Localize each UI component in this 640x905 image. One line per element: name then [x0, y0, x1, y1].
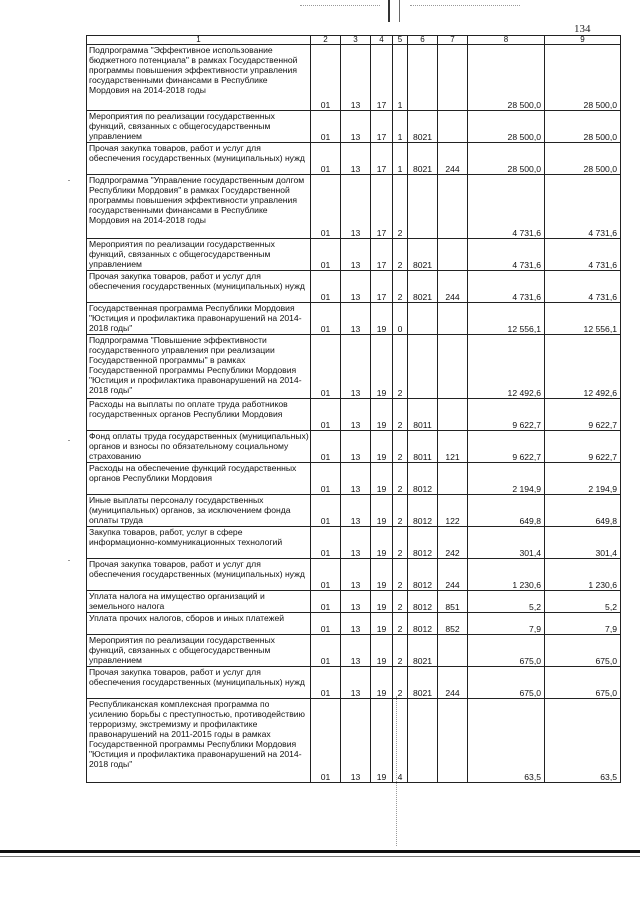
expense-type-code — [438, 239, 468, 271]
subsection-code: 13 — [341, 271, 371, 303]
expense-type-code: 244 — [438, 143, 468, 175]
amount-2016: 28 500,0 — [545, 111, 621, 143]
section-code: 01 — [311, 591, 341, 613]
target-article-code — [408, 335, 438, 399]
expense-type-code: 244 — [438, 271, 468, 303]
section-code: 01 — [311, 613, 341, 635]
expense-type-code — [438, 175, 468, 239]
scan-artifact — [68, 440, 70, 441]
scan-artifact — [68, 560, 70, 561]
amount-2016: 2 194,9 — [545, 463, 621, 495]
subsection-code: 13 — [341, 559, 371, 591]
target-article-code: 8012 — [408, 463, 438, 495]
amount-2016: 4 731,6 — [545, 239, 621, 271]
subprogram-code: 2 — [393, 667, 408, 699]
expense-type-code — [438, 399, 468, 431]
subprogram-code: 2 — [393, 271, 408, 303]
subsection-code: 13 — [341, 699, 371, 783]
target-article-code: 8021 — [408, 635, 438, 667]
table-row — [87, 431, 621, 463]
section-code: 01 — [311, 45, 341, 111]
expense-type-code — [438, 303, 468, 335]
target-article-code: 8011 — [408, 431, 438, 463]
amount-2016: 12 492,6 — [545, 335, 621, 399]
table-row — [87, 175, 621, 239]
subprogram-code: 1 — [393, 143, 408, 175]
column-number: 5 — [393, 36, 408, 45]
row-name: Республиканская комплексная программа по усилению борьбы с преступностью, противодействию терроризму, экстремизму и профилактике правонарушений на 2011-2015 годы в рамках Государственной программы Республики Мордовия "Юстиция и профилактика правонарушений на 2014-2018 годы" — [87, 699, 311, 783]
table-row — [87, 239, 621, 271]
amount-2015: 2 194,9 — [468, 463, 545, 495]
program-code: 19 — [371, 559, 393, 591]
program-code: 17 — [371, 239, 393, 271]
amount-2015: 9 622,7 — [468, 399, 545, 431]
table-row — [87, 45, 621, 111]
expense-type-code — [438, 463, 468, 495]
row-name: Расходы на обеспечение функций государственных органов Республики Мордовия — [87, 463, 311, 495]
target-article-code — [408, 45, 438, 111]
amount-2016: 4 731,6 — [545, 175, 621, 239]
section-code: 01 — [311, 431, 341, 463]
scan-artifact — [388, 0, 400, 22]
amount-2015: 12 492,6 — [468, 335, 545, 399]
amount-2015: 4 731,6 — [468, 271, 545, 303]
column-number: 6 — [408, 36, 438, 45]
section-code: 01 — [311, 559, 341, 591]
amount-2015: 63,5 — [468, 699, 545, 783]
target-article-code: 8012 — [408, 591, 438, 613]
subsection-code: 13 — [341, 175, 371, 239]
table-row — [87, 613, 621, 635]
subsection-code: 13 — [341, 591, 371, 613]
amount-2016: 9 622,7 — [545, 399, 621, 431]
target-article-code: 8021 — [408, 143, 438, 175]
program-code: 19 — [371, 495, 393, 527]
amount-2015: 1 230,6 — [468, 559, 545, 591]
subsection-code: 13 — [341, 335, 371, 399]
page-number: 134 — [574, 23, 591, 35]
expense-type-code: 121 — [438, 431, 468, 463]
amount-2016: 28 500,0 — [545, 45, 621, 111]
subsection-code: 13 — [341, 463, 371, 495]
target-article-code: 8021 — [408, 271, 438, 303]
subsection-code: 13 — [341, 239, 371, 271]
section-code: 01 — [311, 399, 341, 431]
section-code: 01 — [311, 527, 341, 559]
table-row — [87, 399, 621, 431]
table-row — [87, 271, 621, 303]
row-name: Прочая закупка товаров, работ и услуг для обеспечения государственных (муниципальных) нужд — [87, 143, 311, 175]
subsection-code: 13 — [341, 143, 371, 175]
amount-2016: 301,4 — [545, 527, 621, 559]
row-name: Прочая закупка товаров, работ и услуг для обеспечения государственных (муниципальных) нужд — [87, 271, 311, 303]
program-code: 19 — [371, 635, 393, 667]
table-row — [87, 527, 621, 559]
subprogram-code: 2 — [393, 559, 408, 591]
amount-2015: 4 731,6 — [468, 239, 545, 271]
section-code: 01 — [311, 463, 341, 495]
amount-2016: 28 500,0 — [545, 143, 621, 175]
target-article-code: 8011 — [408, 399, 438, 431]
expense-type-code — [438, 699, 468, 783]
subprogram-code: 2 — [393, 495, 408, 527]
amount-2016: 7,9 — [545, 613, 621, 635]
column-number: 7 — [438, 36, 468, 45]
table-row — [87, 699, 621, 783]
scan-artifact — [410, 5, 520, 7]
row-name: Иные выплаты персоналу государственных (муниципальных) органов, за исключением фонда оплаты труда — [87, 495, 311, 527]
section-code: 01 — [311, 635, 341, 667]
subsection-code: 13 — [341, 45, 371, 111]
scan-edge — [0, 856, 640, 857]
table-row — [87, 335, 621, 399]
row-name: Расходы на выплаты по оплате труда работников государственных органов Республики Мордовия — [87, 399, 311, 431]
expense-type-code: 122 — [438, 495, 468, 527]
subprogram-code: 4 — [393, 699, 408, 783]
expense-type-code: 851 — [438, 591, 468, 613]
program-code: 19 — [371, 667, 393, 699]
column-number: 9 — [545, 36, 621, 45]
section-code: 01 — [311, 303, 341, 335]
column-number: 3 — [341, 36, 371, 45]
amount-2016: 649,8 — [545, 495, 621, 527]
expense-type-code — [438, 335, 468, 399]
subprogram-code: 2 — [393, 591, 408, 613]
program-code: 19 — [371, 613, 393, 635]
subsection-code: 13 — [341, 635, 371, 667]
expense-type-code — [438, 111, 468, 143]
amount-2016: 5,2 — [545, 591, 621, 613]
scan-artifact — [68, 180, 70, 181]
subsection-code: 13 — [341, 613, 371, 635]
section-code: 01 — [311, 143, 341, 175]
subprogram-code: 2 — [393, 175, 408, 239]
amount-2016: 675,0 — [545, 667, 621, 699]
subprogram-code: 0 — [393, 303, 408, 335]
amount-2015: 9 622,7 — [468, 431, 545, 463]
program-code: 17 — [371, 175, 393, 239]
subsection-code: 13 — [341, 303, 371, 335]
row-name: Фонд оплаты труда государственных (муниципальных) органов и взносы по обязательному социальному страхованию — [87, 431, 311, 463]
column-number: 2 — [311, 36, 341, 45]
program-code: 17 — [371, 111, 393, 143]
column-number: 1 — [87, 36, 311, 45]
program-code: 19 — [371, 335, 393, 399]
amount-2015: 12 556,1 — [468, 303, 545, 335]
row-name: Прочая закупка товаров, работ и услуг для обеспечения государственных (муниципальных) нужд — [87, 559, 311, 591]
section-code: 01 — [311, 335, 341, 399]
subprogram-code: 2 — [393, 463, 408, 495]
row-name: Подпрограмма "Управление государственным долгом Республики Мордовия" в рамках Государственной программы повышения эффективности управления государственными финансами в Республике Мордовия на 2014-2018 годы — [87, 175, 311, 239]
amount-2015: 301,4 — [468, 527, 545, 559]
subprogram-code: 2 — [393, 635, 408, 667]
program-code: 17 — [371, 143, 393, 175]
amount-2015: 28 500,0 — [468, 143, 545, 175]
section-code: 01 — [311, 175, 341, 239]
amount-2016: 1 230,6 — [545, 559, 621, 591]
program-code: 19 — [371, 303, 393, 335]
table-row — [87, 143, 621, 175]
subsection-code: 13 — [341, 527, 371, 559]
amount-2016: 675,0 — [545, 635, 621, 667]
amount-2015: 28 500,0 — [468, 111, 545, 143]
row-name: Мероприятия по реализации государственных функций, связанных с общегосударственным управлением — [87, 239, 311, 271]
target-article-code: 8012 — [408, 527, 438, 559]
row-name: Подпрограмма "Повышение эффективности государственного управления при реализации Государственной программы" в рамках Государственной программы Республики Мордовия "Юстиция и профилактика правонарушений на 2014-2018 годы" — [87, 335, 311, 399]
program-code: 19 — [371, 463, 393, 495]
row-name: Прочая закупка товаров, работ и услуг для обеспечения государственных (муниципальных) нужд — [87, 667, 311, 699]
subprogram-code: 2 — [393, 239, 408, 271]
target-article-code — [408, 175, 438, 239]
row-name: Государственная программа Республики Мордовия "Юстиция и профилактика правонарушений на 2014-2018 годы" — [87, 303, 311, 335]
target-article-code: 8021 — [408, 111, 438, 143]
subsection-code: 13 — [341, 667, 371, 699]
subprogram-code: 2 — [393, 613, 408, 635]
program-code: 19 — [371, 399, 393, 431]
subsection-code: 13 — [341, 495, 371, 527]
subsection-code: 13 — [341, 431, 371, 463]
amount-2015: 5,2 — [468, 591, 545, 613]
target-article-code: 8012 — [408, 559, 438, 591]
expense-type-code: 242 — [438, 527, 468, 559]
table-row — [87, 495, 621, 527]
target-article-code — [408, 303, 438, 335]
amount-2016: 9 622,7 — [545, 431, 621, 463]
target-article-code — [408, 699, 438, 783]
program-code: 19 — [371, 527, 393, 559]
section-code: 01 — [311, 495, 341, 527]
amount-2015: 675,0 — [468, 635, 545, 667]
amount-2015: 7,9 — [468, 613, 545, 635]
amount-2015: 675,0 — [468, 667, 545, 699]
scan-artifact — [300, 5, 380, 7]
section-code: 01 — [311, 271, 341, 303]
budget-table — [86, 35, 621, 783]
expense-type-code: 244 — [438, 559, 468, 591]
expense-type-code: 244 — [438, 667, 468, 699]
program-code: 19 — [371, 431, 393, 463]
table-row — [87, 667, 621, 699]
table-row — [87, 463, 621, 495]
scan-edge — [0, 850, 640, 853]
target-article-code: 8012 — [408, 495, 438, 527]
column-number: 8 — [468, 36, 545, 45]
table-row — [87, 591, 621, 613]
program-code: 17 — [371, 45, 393, 111]
row-name: Закупка товаров, работ, услуг в сфере информационно-коммуникационных технологий — [87, 527, 311, 559]
row-name: Подпрограмма "Эффективное использование бюджетного потенциала" в рамках Государственной программы повышения эффективности управления государственными финансами в Республике Мордовия на 2014-2018 годы — [87, 45, 311, 111]
amount-2015: 28 500,0 — [468, 45, 545, 111]
subprogram-code: 2 — [393, 399, 408, 431]
expense-type-code: 852 — [438, 613, 468, 635]
column-number: 4 — [371, 36, 393, 45]
subprogram-code: 2 — [393, 431, 408, 463]
subprogram-code: 1 — [393, 111, 408, 143]
subprogram-code: 2 — [393, 527, 408, 559]
subprogram-code: 1 — [393, 45, 408, 111]
table-row — [87, 635, 621, 667]
amount-2016: 63,5 — [545, 699, 621, 783]
subsection-code: 13 — [341, 111, 371, 143]
section-code: 01 — [311, 699, 341, 783]
row-name: Уплата прочих налогов, сборов и иных платежей — [87, 613, 311, 635]
program-code: 19 — [371, 699, 393, 783]
target-article-code: 8012 — [408, 613, 438, 635]
amount-2015: 4 731,6 — [468, 175, 545, 239]
amount-2016: 4 731,6 — [545, 271, 621, 303]
section-code: 01 — [311, 111, 341, 143]
column-number-row — [87, 36, 621, 45]
row-name: Мероприятия по реализации государственных функций, связанных с общегосударственным управлением — [87, 635, 311, 667]
scan-artifact — [396, 696, 397, 846]
amount-2015: 649,8 — [468, 495, 545, 527]
row-name: Уплата налога на имущество организаций и земельного налога — [87, 591, 311, 613]
program-code: 19 — [371, 591, 393, 613]
subprogram-code: 2 — [393, 335, 408, 399]
amount-2016: 12 556,1 — [545, 303, 621, 335]
expense-type-code — [438, 45, 468, 111]
expense-type-code — [438, 635, 468, 667]
program-code: 17 — [371, 271, 393, 303]
subsection-code: 13 — [341, 399, 371, 431]
table-row — [87, 303, 621, 335]
section-code: 01 — [311, 239, 341, 271]
table-row — [87, 111, 621, 143]
target-article-code: 8021 — [408, 667, 438, 699]
target-article-code: 8021 — [408, 239, 438, 271]
row-name: Мероприятия по реализации государственных функций, связанных с общегосударственным управлением — [87, 111, 311, 143]
table-row — [87, 559, 621, 591]
section-code: 01 — [311, 667, 341, 699]
